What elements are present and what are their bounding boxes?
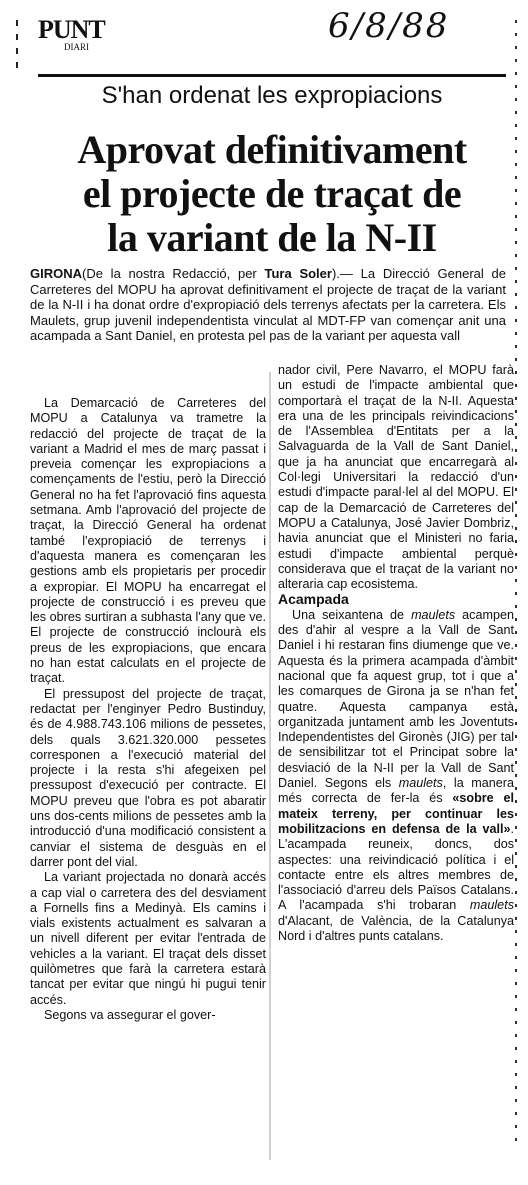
italic-run: maulets	[469, 898, 514, 913]
credit-close: ).—	[331, 266, 353, 281]
subhead-acampada: Acampada	[278, 591, 349, 608]
body-paragraph-continued: nador civil, Pere Navarro, el MOPU farà un estudi de l'impacte ambiental que comportarà el traçat de la N-II. Aquesta era una de les principals reivindicacions de l'Assemblea d'Entitats per a la Salvaguarda de la Vall de Sant Daniel, que ja ha anunciat que encarregarà al Col·legi Universitari la redacció d'un estudi d'impacte paral·lel al del MOPU. El cap de la Demarcació de Carreteres del MOPU a Catalunya, José Javier Dombriz, havia anunciat que el Ministeri no faria estudi d'impacte ambiental perquè considerava que el traçat de la variant no alteraria cap ecosistema.	[278, 363, 514, 592]
bold-quote: «sobre el mateix terreny, per continuar les mobilitzacions en defensa de la vall»	[278, 791, 514, 836]
headline	[38, 128, 506, 260]
body-paragraph: La variant projectada no donarà accés a cap vial o carretera des del desviament a Fornells fins a Medinyà. Els camins i vials existents actualment es salvaran a un nivell diferent per evitar l'entrada de vehicles a la variant. El traçat dels disset quilòmetres que farà la carretera estarà tancat per evitar que ningú hi pugui tenir accés.	[30, 870, 266, 1007]
top-rule	[38, 74, 506, 77]
text-run: . L'acampada reuneix, doncs, dos aspectes: una reivindicació política i el contacte entre els altres membres de l'associació d'arreu dels Països Catalans. A l'acampada s'hi trobaran	[278, 821, 514, 913]
credit-open: (De la nostra Redacció, per	[82, 266, 265, 281]
newspaper-logo-sub: DIARI	[64, 42, 89, 52]
newspaper-logo: PUNT	[38, 15, 105, 44]
handwritten-date: 6/8/88	[328, 6, 450, 46]
headline-line: la variant de la N-II	[107, 215, 437, 260]
text-run: d'Alacant, de València, de la Catalunya Nord i d'altres punts catalans.	[278, 913, 514, 943]
text-run: Una seixantena de	[292, 607, 412, 622]
kicker: S'han ordenat les expropiacions	[101, 82, 443, 109]
lead-paragraph	[30, 266, 506, 344]
body-paragraph: La Demarcació de Carreteres del MOPU a Catalunya va trametre la redacció del projecte de traçat de la variant a Madrid el mes de març passat i preveia començar les expropiacions a començaments de l'estiu, però la Direcció General no ha fet l'aprovació fins aquesta setmana. Amb l'aprovació del projecte de traçat, la Direcció General ha ordenat també l'expropiació de terrenys i d'aquesta manera es començaran les gestions amb els propietaris per procedir a expropiar. El MOPU ha encarregat el projecte de construcció i es preveu que les obres surtiran a subhasta l'any que ve. El projecte de construcció inclourà els preus de les expropiacions, que encara no han estat calculats en el projecte de traçat.	[30, 396, 266, 686]
text-run: acampen des d'ahir al vespre a la Vall de Sant Daniel i hi restaran fins diumenge que ve. Aquesta és la primera acampada d'àmbit nacional que fa aquest grup, tot i que a les comarques de Girona ja se n'han fet quatre. Aquesta campanya està organitzada juntament amb les Joventuts Independentistes del Gironès (JIG) per tal de sensibilitzar tot el Principat sobre la desviació de la N-II per la Vall de Sant Daniel. Segons els	[278, 607, 514, 791]
dateline: GIRONA	[30, 266, 82, 281]
headline-line: Aprovat definitivament	[77, 127, 467, 172]
italic-run: maulets	[411, 607, 456, 622]
italic-run: maulets	[398, 776, 443, 791]
body-paragraph: El pressupost del projecte de traçat, redactat per l'enginyer Pedro Bustinduy, és de 4.988.743.106 milions de pessetes, dels quals 3.621.320.000 pessetes corresponen a l'execució material del projecte i la resta s'hi afegeixen pel pressupost d'execució per contracte. El MOPU preveu que l'obra es pot abaratir uns dos-cents milions de pessetes amb la introducció d'una modificació consistent a canviar el sistema de desguàs en el darrer pont del vial.	[30, 686, 266, 869]
author: Tura Soler	[264, 266, 332, 281]
right-column	[278, 363, 514, 944]
body-paragraph	[278, 608, 514, 945]
masthead	[38, 15, 105, 52]
text-run: , la manera més correcta de fer-la és	[278, 776, 515, 806]
left-column	[30, 396, 266, 1023]
lead-text: La Direcció General de Carreteres del MOPU ha aprovat definitivament el projecte de traçat de la variant de la N-II i ha donat ordre d'expropiació dels terrenys afectats per la carretera. Els Maulets, grup juvenil independentista vinculat al MDT-FP van començar anit una acampada a Sant Daniel, en protesta pel pas de la variant per aquesta vall	[30, 266, 506, 344]
headline-line: el projecte de traçat de	[82, 171, 462, 216]
body-paragraph: Segons va assegurar el gover-	[44, 1007, 216, 1022]
